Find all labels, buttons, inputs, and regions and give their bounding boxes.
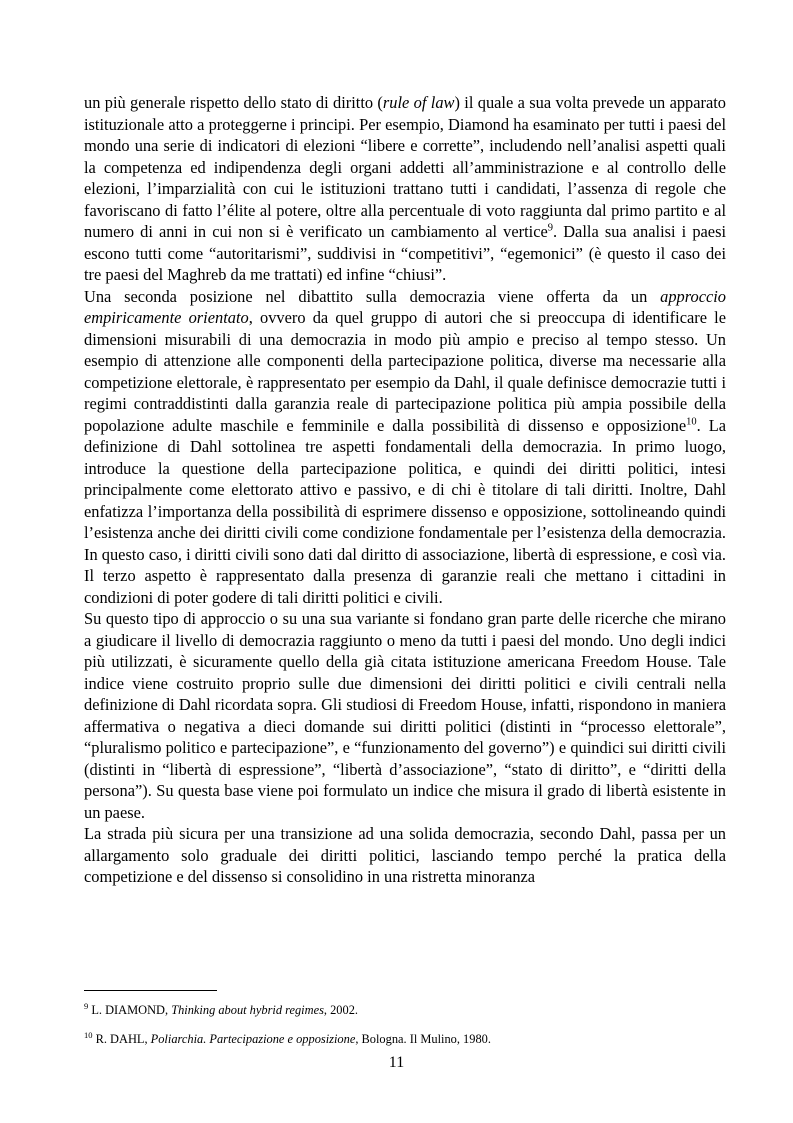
footnote-separator bbox=[84, 990, 217, 991]
footnote-10-publisher: , Bologna. Il Mulino, 1980. bbox=[355, 1032, 491, 1046]
footnote-10-author: R. DAHL, bbox=[92, 1032, 151, 1046]
paragraph-3: Su questo tipo di approccio o su una sua variante si fondano gran parte delle ricerche che mirano a giudicare il livello di democrazia raggiunto o meno da tutti i paesi del mondo. Uno degli indici più utilizzati, è sicuramente quello della già citata istituzione americana Freedom House. Tale indice viene costruito proprio sulle due dimensioni dei diritti politici e civili centrali nella definizione di Dahl ricordata sopra. Gli studiosi di Freedom House, infatti, rispondono in maniera affermativa o negativa a dieci domande sui diritti politici (distinti in “processo elettorale”, “pluralismo politico e partecipazione”, e “funzionamento del governo”) e quindici sui diritti civili (distinti in “libertà di espressione”, “libertà d’associazione”, “stato di diritto”, e “diritti della persona”). Su questa base viene poi formulato un indice che misura il grado di libertà esistente in un paese. bbox=[84, 609, 726, 822]
paragraph-4: La strada più sicura per una transizione ad una solida democrazia, secondo Dahl, passa per un allargamento solo graduale dei diritti politici, lasciando tempo perché la pratica della competizione e del dissenso si consolidino in una ristretta minoranza bbox=[84, 824, 726, 886]
footnote-9 bbox=[84, 1000, 726, 1018]
footnote-9-title: Thinking about hybrid regimes bbox=[171, 1003, 324, 1017]
footnote-9-year: , 2002. bbox=[323, 1003, 358, 1017]
paragraph-1-text-c: ) il quale a sua volta prevede un apparato istituzionale atto a proteggerne i principi. Per esempio, Diamond ha esaminato per tutti i paesi del mondo una serie di indicatori di elezioni “libere e corrette”, includendo nell’analisi aspetti quali la competenza ed indipendenza degli organi addetti all’amministrazione e al controllo delle elezioni, l’imparzialità con cui le istituzioni trattano tutti i candidati, l’assenza di regole che favoriscano di fatto l’élite al potere, oltre alla percentuale di voto raggiunta dal primo partito e al numero di anni in cui non si è verificato un cambiamento al vertice bbox=[84, 93, 727, 241]
rule-of-law-italic: rule of law bbox=[382, 93, 455, 112]
footnote-ref-9[interactable]: 9 bbox=[547, 222, 554, 234]
page-number: 11 bbox=[388, 1054, 405, 1071]
paragraph-2-text-a: Una seconda posizione nel dibattito sulla democrazia viene offerta da un bbox=[84, 286, 661, 306]
footnote-ref-10[interactable]: 10 bbox=[686, 416, 697, 428]
footnote-10 bbox=[84, 1029, 726, 1047]
footnote-10-title: Poliarchia. Partecipazione e opposizione bbox=[150, 1032, 356, 1046]
paragraph-1 bbox=[84, 92, 726, 286]
approccio-italic: approccio empiricamente orientato bbox=[84, 286, 726, 327]
page-body bbox=[84, 92, 726, 888]
footnote-9-number: 9 bbox=[84, 1000, 89, 1011]
footnote-9-author: L. DIAMOND, bbox=[88, 1003, 172, 1017]
paragraph-2-text-d: . La definizione di Dahl sottolinea tre aspetti fondamentali della democrazia. In primo luogo, introduce la questione della partecipazione politica, e quindi dei diritti politici, intesi principalmente come elettorato attivo e passivo, e di chi è titolare di tali diritti. Inoltre, Dahl enfatizza l’importanza della possibilità di esprimere dissenso e opposizione, sottolineando quindi l’esistenza anche dei diritti civili come condizione fondamentale per l’esistenza della democrazia. In questo caso, i diritti civili sono dati dal diritto di associazione, libertà di espressione, e così via. Il terzo aspetto è rappresentato dalla presenza di garanzie reali che mettano i cittadini in condizioni di poter godere di tali diritti politici e civili. bbox=[84, 415, 727, 607]
paragraph-2 bbox=[84, 286, 726, 609]
paragraph-2-text-c: , ovvero da quel gruppo di autori che si preoccupa di identificare le dimensioni misurabili di una democrazia in modo più ampio e preciso al tempo stesso. Un esempio di attenzione alle componenti della partecipazione politica, diverse ma necessarie alla competizione elettorale, è rappresentato per esempio da Dahl, il quale definisce democrazie tutti i regimi contraddistinti dalla garanzia reale di partecipazione politica più ampia possibile della popolazione adulte maschile e femminile e dalla possibilità di dissenso e opposizione bbox=[84, 308, 727, 435]
footnote-10-number: 10 bbox=[84, 1029, 93, 1040]
paragraph-1-text-d: . Dalla sua analisi i paesi escono tutti come “autoritarismi”, suddivisi in “competitivi”, “egemonici” (è questo il caso dei tre paesi del Maghreb da me trattati) ed infine “chiusi”. bbox=[84, 222, 726, 284]
paragraph-1-text-a: un più generale rispetto dello stato di diritto ( bbox=[84, 93, 383, 112]
